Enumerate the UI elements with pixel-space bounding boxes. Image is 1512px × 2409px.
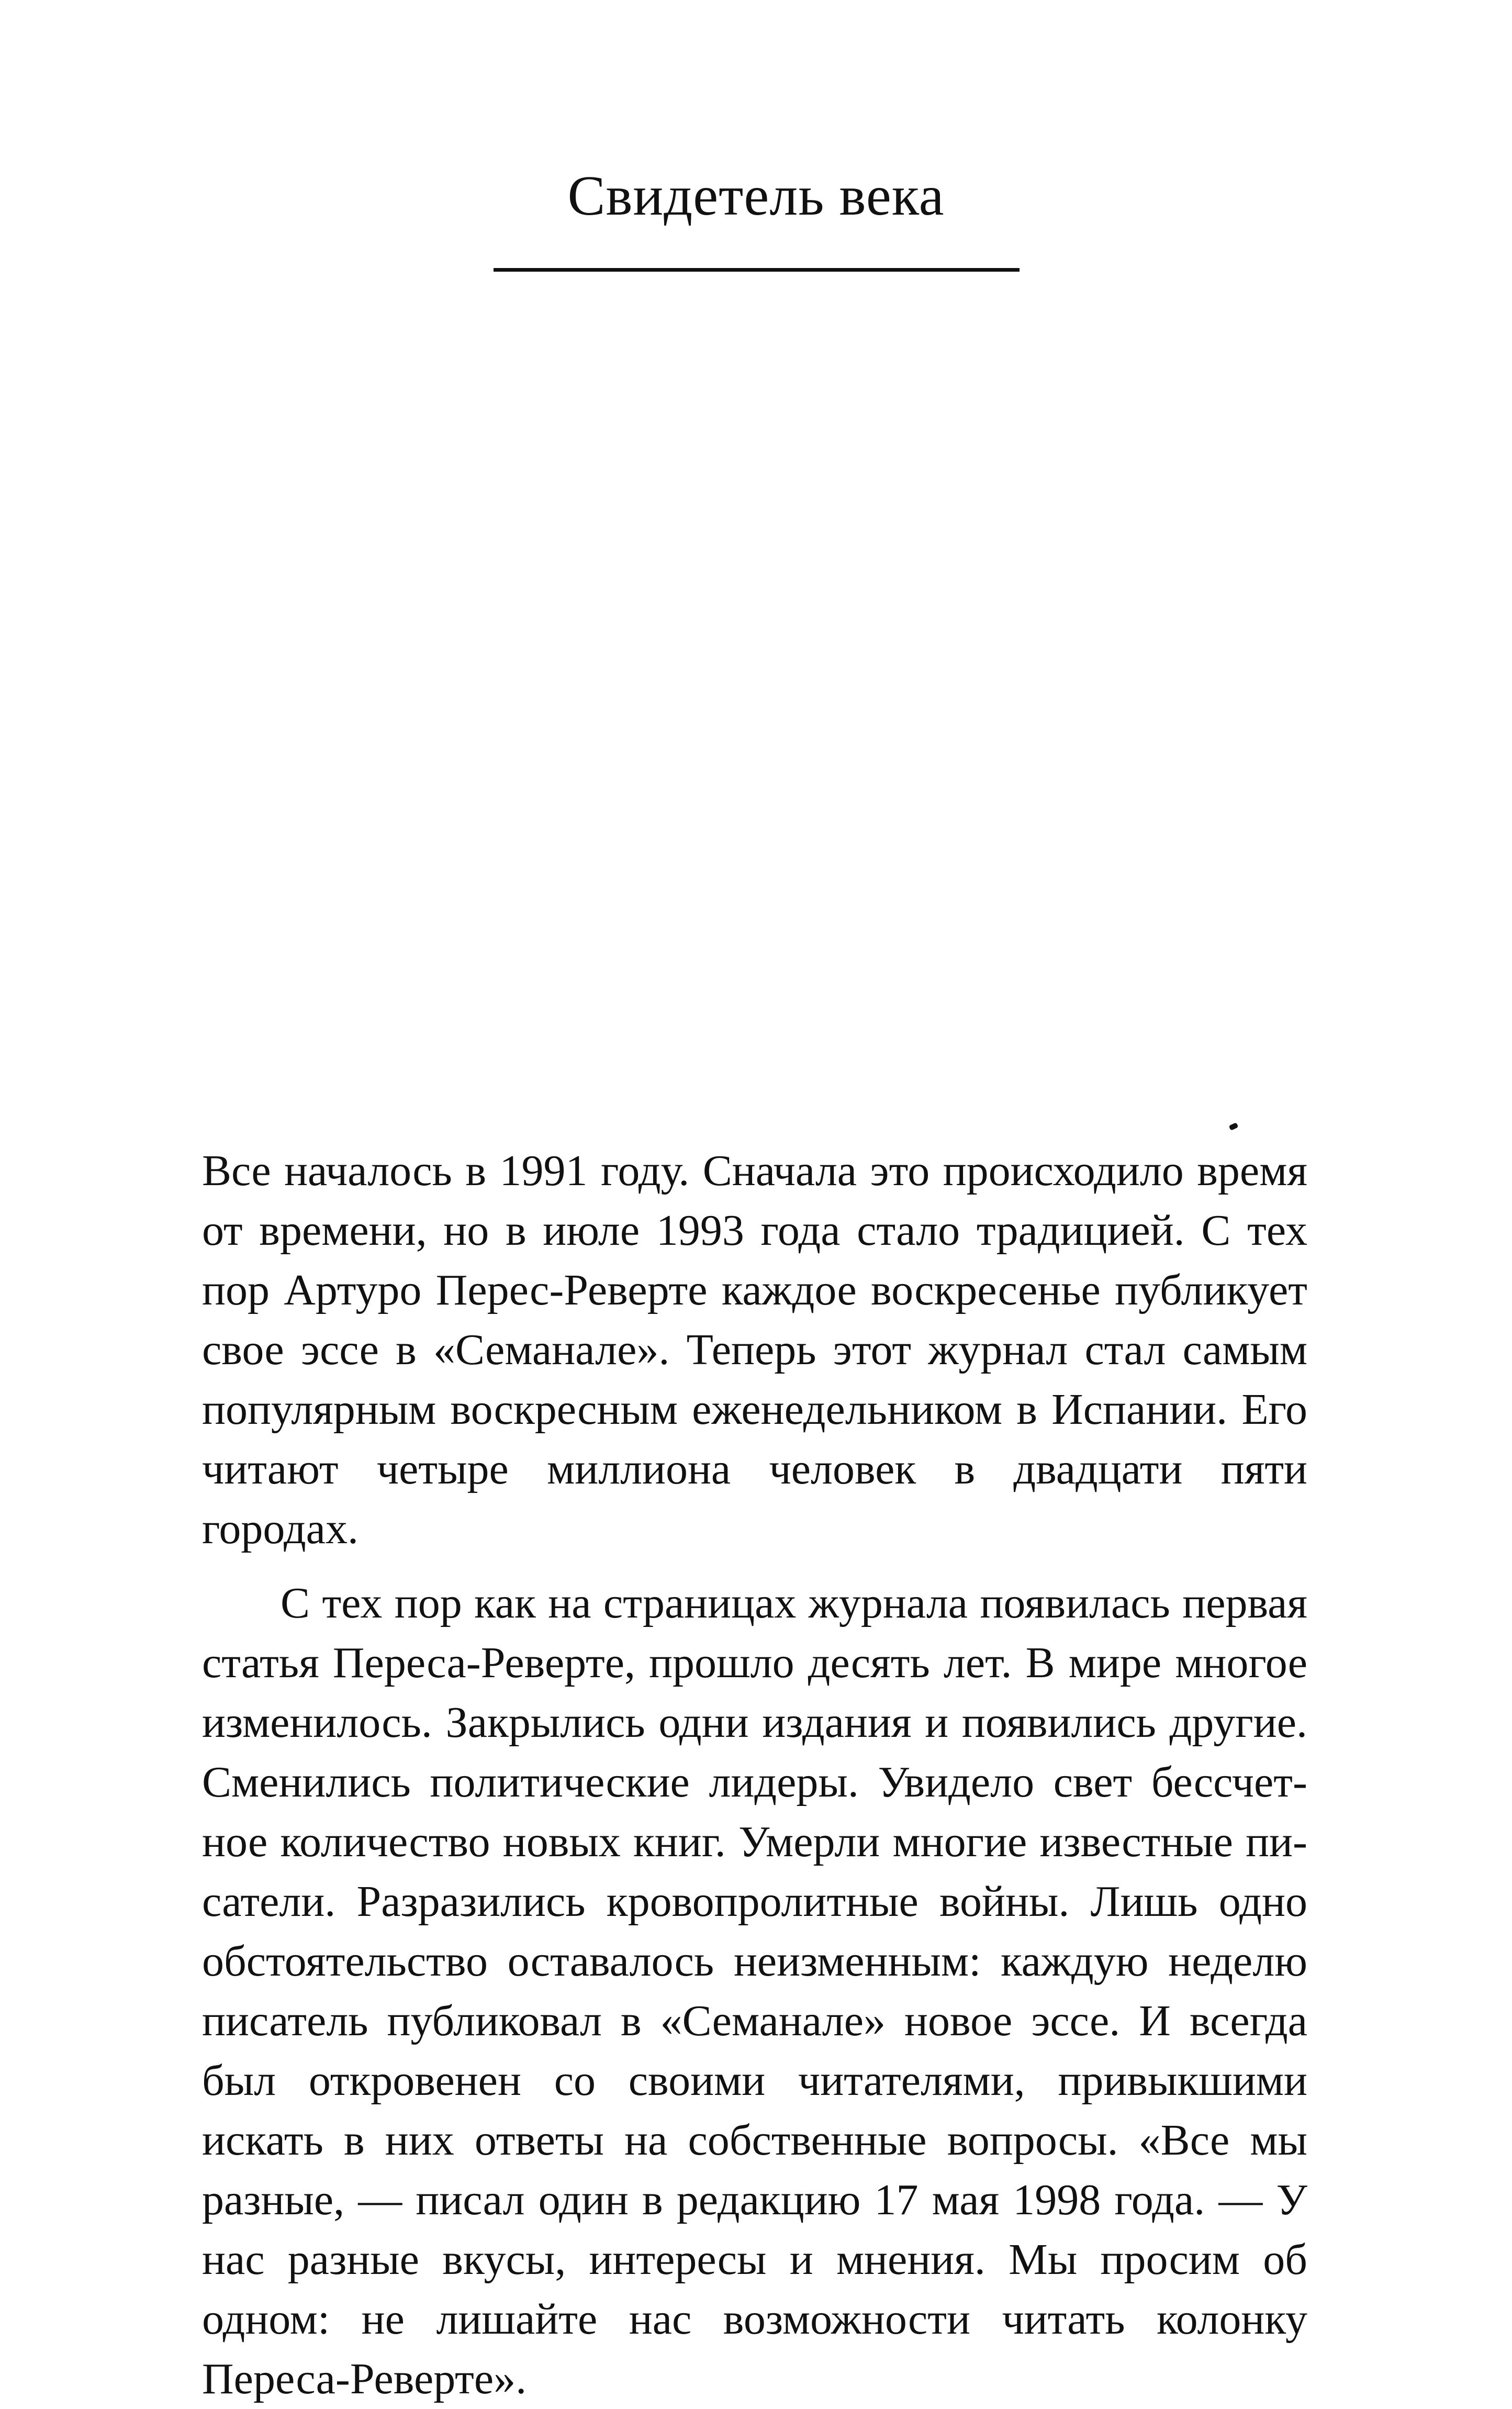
paragraph-2: С тех пор как на страницах журнала появилась первая статья Переса-Реверте, прошло десять лет. В мире многое изменилось. Закрылись одни издания и появились другие. Сменились политические лидеры. Увидело свет бессчетное количество новых книг. Умерли многие известные писатели. Разразились кровопролитные войны. Лишь одно обстоятельство оставалось неизменным: каждую неделю писатель публиковал в «Семанале» новое эссе. И всегда был откровенен со своими читателями, привыкшими искать в них ответы на собственные вопросы. «Все мы разные, — писал один в редакцию 17 мая 1998 года. — У нас разные вкусы, интересы и мнения. Мы просим об одном: не лишайте нас возможности читать колонку Переса-Реверте». xyxy=(202,1579,1307,2403)
chapter-title: Свидетель века xyxy=(567,165,945,227)
ink-speck xyxy=(1229,1122,1239,1131)
title-underline-rule xyxy=(494,268,1020,272)
paragraph-1: Все началось в 1991 году. Сначала это происходило время от времени, но в июле 1993 года стало традицией. С тех пор Артуро Перес-Реверте каждое воскресенье публикует свое эссе в «Семанале». Теперь этот журнал стал самым популярным воскресным еженедельником в Испании. Его читают четыре миллиона человек в двадцати пяти городах. xyxy=(202,1146,1307,1553)
body-text xyxy=(202,1141,1307,2409)
